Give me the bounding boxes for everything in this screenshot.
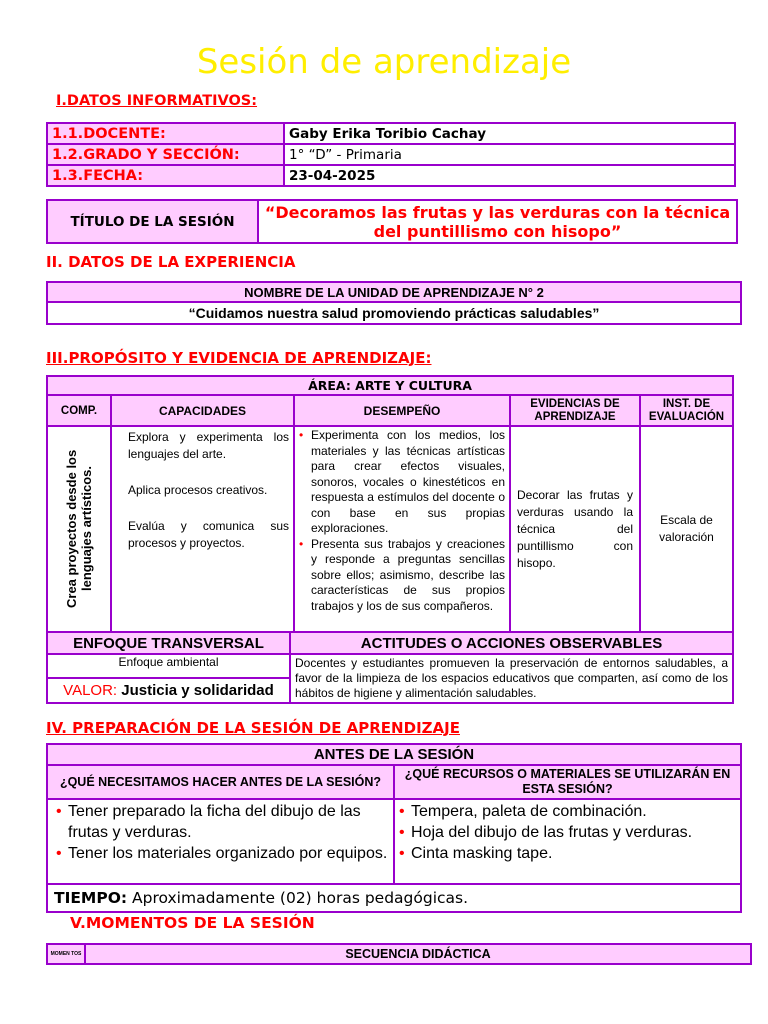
competencia-text: Crea proyectos desde los lenguajes artísticos. [64, 449, 94, 609]
a1-item-1: • Tener preparado la ficha del dibujo de las frutas y verduras. [56, 801, 389, 843]
a1-item-2: • Tener los materiales organizado por equipos. [56, 843, 389, 864]
area-header: ÁREA: ARTE Y CULTURA [47, 376, 733, 395]
capacidades-cell [111, 426, 294, 632]
unit-label: NOMBRE DE LA UNIDAD DE APRENDIZAJE N° 2 [47, 282, 741, 302]
desempeno-cell [294, 426, 510, 632]
page-title: Sesión de aprendizaje [196, 42, 572, 82]
enfoque-value: Enfoque ambiental [47, 654, 290, 678]
q2-answer [394, 799, 741, 884]
unit-name: “Cuidamos nuestra salud promoviendo prácticas saludables” [47, 302, 741, 324]
valor-cell [47, 678, 290, 703]
instrumento-cell: Escala de valoración [640, 426, 733, 632]
a2-item-1: • Tempera, paleta de combinación. [399, 801, 736, 822]
tiempo-cell [47, 884, 741, 912]
session-title: “Decoramos las frutas y las verduras con la técnica del puntillismo con hisopo” [258, 200, 737, 243]
a2-item-3: • Cinta masking tape. [399, 843, 736, 864]
grado-value: 1° “D” - Primaria [284, 144, 735, 165]
preparacion-table [46, 743, 742, 913]
docente-value: Gaby Erika Toribio Cachay [284, 123, 735, 144]
capacidades-header: CAPACIDADES [111, 395, 294, 426]
fecha-value: 23-04-2025 [284, 165, 735, 186]
desempeno-1: • Experimenta con los medios, los materiales y las técnicas artísticas para crear efectos visuales, sonoros, vocales o kinestéticos en respuesta a estímulos del docente o con base en sus propias exploraciones. [299, 428, 505, 537]
proposito-table [46, 375, 734, 633]
secuencia-header: SECUENCIA DIDÁCTICA [85, 944, 751, 964]
docente-label: 1.1.DOCENTE: [47, 123, 284, 144]
section-4-heading: IV. PREPARACIÓN DE LA SESIÓN DE APRENDIZAJE [46, 719, 460, 737]
competencia-cell [47, 426, 111, 632]
q1-header: ¿QUÉ NECESITAMOS HACER ANTES DE LA SESIÓN? [47, 765, 394, 799]
q2-header: ¿QUÉ RECURSOS O MATERIALES SE UTILIZARÁN EN ESTA SESIÓN? [394, 765, 741, 799]
session-title-table [46, 199, 738, 244]
valor-value: Justicia y solidaridad [121, 682, 274, 699]
evidencia-cell: Decorar las frutas y verduras usando la técnica del puntillismo con hisopo. [510, 426, 640, 632]
comp-header: COMP. [47, 395, 111, 426]
momentos-header: MOMEN TOS [47, 944, 85, 964]
experiencia-table [46, 281, 742, 325]
section-5-heading: V.MOMENTOS DE LA SESIÓN [70, 914, 315, 932]
desempeno-header: DESEMPEÑO [294, 395, 510, 426]
instrumento-header: INST. DE EVALUACIÓN [640, 395, 733, 426]
capacidad-1: Explora y experimenta los lenguajes del arte. [128, 430, 289, 461]
actitudes-header: ACTITUDES O ACCIONES OBSERVABLES [290, 632, 733, 654]
actitud-value: Docentes y estudiantes promueven la preservación de entornos saludables, a favor de la limpieza de los espacios educativos que comparten, así como de los hábitos de higiene y alimentación saludables. [290, 654, 733, 703]
capacidad-3: Evalúa y comunica sus procesos y proyectos. [128, 519, 289, 550]
desempeno-2: • Presenta sus trabajos y creaciones y responde a preguntas sencillas sobre ellos; asimismo, describe las características de sus propios trabajos y los de sus compañeros. [299, 537, 505, 615]
evidencias-header: EVIDENCIAS DE APRENDIZAJE [510, 395, 640, 426]
tiempo-value: Aproximadamente (02) horas pedagógicas. [127, 889, 469, 907]
section-1-heading: I.DATOS INFORMATIVOS: [56, 93, 258, 109]
momentos-table [46, 943, 752, 965]
enfoque-table [46, 631, 734, 704]
datos-informativos-table [46, 122, 736, 187]
capacidad-2: Aplica procesos creativos. [128, 483, 268, 497]
section-2-heading: II. DATOS DE LA EXPERIENCIA [46, 253, 296, 271]
valor-label: VALOR: [63, 682, 118, 699]
a2-item-2: • Hoja del dibujo de las frutas y verduras. [399, 822, 736, 843]
session-title-label: TÍTULO DE LA SESIÓN [47, 200, 258, 243]
tiempo-label: TIEMPO: [54, 889, 128, 907]
antes-header: ANTES DE LA SESIÓN [47, 744, 741, 765]
grado-label: 1.2.GRADO Y SECCIÓN: [47, 144, 284, 165]
enfoque-header: ENFOQUE TRANSVERSAL [47, 632, 290, 654]
fecha-label: 1.3.FECHA: [47, 165, 284, 186]
section-3-heading: III.PROPÓSITO Y EVIDENCIA DE APRENDIZAJE: [46, 349, 432, 367]
q1-answer [47, 799, 394, 884]
